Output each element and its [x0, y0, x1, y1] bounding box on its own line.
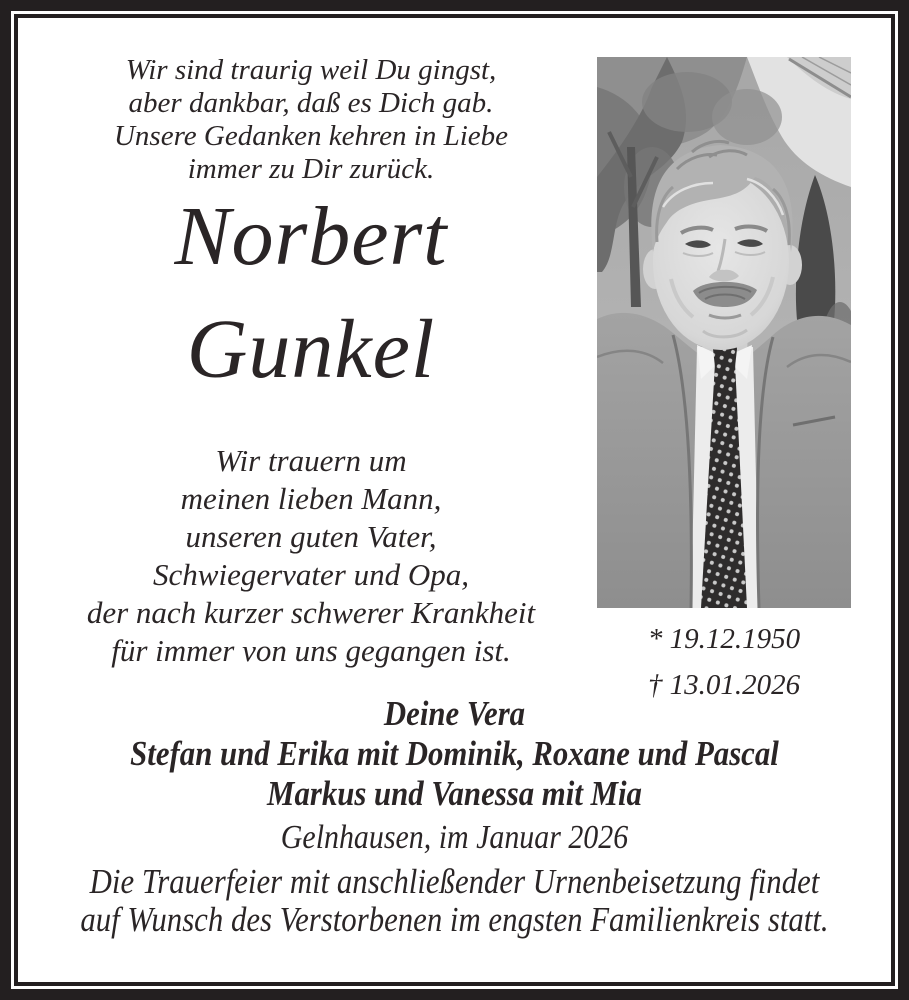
verse-line: Unsere Gedanken kehren in Liebe: [113, 120, 509, 152]
deceased-last-name: Gunkel: [186, 303, 436, 396]
family-line: Stefan und Erika mit Dominik, Roxane und Pascal: [130, 734, 779, 773]
family-signatures: [18, 694, 891, 814]
verse-line: aber dankbar, daß es Dich gab.: [128, 87, 494, 119]
deceased-first-name: Norbert: [174, 190, 448, 283]
funeral-notice: [18, 863, 891, 939]
opening-verse: [18, 54, 604, 186]
verse-line: Wir sind traurig weil Du gingst,: [125, 54, 497, 86]
death-date-line: † 13.01.2026: [647, 669, 801, 701]
deceased-name: [18, 180, 604, 406]
notice-inner-frame: [14, 14, 895, 986]
family-line: Deine Vera: [383, 694, 526, 733]
portrait-photo: [597, 57, 851, 608]
place-date-text: Gelnhausen, im Januar 2026: [280, 819, 629, 856]
mourning-line: meinen lieben Mann,: [180, 481, 442, 516]
mourning-line: Wir trauern um: [215, 443, 407, 478]
funeral-line: auf Wunsch des Verstorbenen im engsten Familienkreis statt.: [80, 900, 829, 939]
verse-line: immer zu Dir zurück.: [187, 153, 435, 185]
family-line: Markus und Vanessa mit Mia: [267, 774, 642, 813]
mourning-text: [18, 442, 604, 670]
funeral-line: Die Trauerfeier mit anschließender Urnenbeisetzung findet: [89, 862, 820, 901]
mourning-line: unseren guten Vater,: [185, 519, 437, 554]
mourning-line: Schwiegervater und Opa,: [153, 557, 469, 592]
mourning-line: der nach kurzer schwerer Krankheit: [86, 595, 536, 630]
birth-date-line: * 19.12.1950: [647, 623, 801, 655]
place-date-line: [18, 820, 891, 856]
mourning-line: für immer von uns gegangen ist.: [111, 633, 511, 668]
